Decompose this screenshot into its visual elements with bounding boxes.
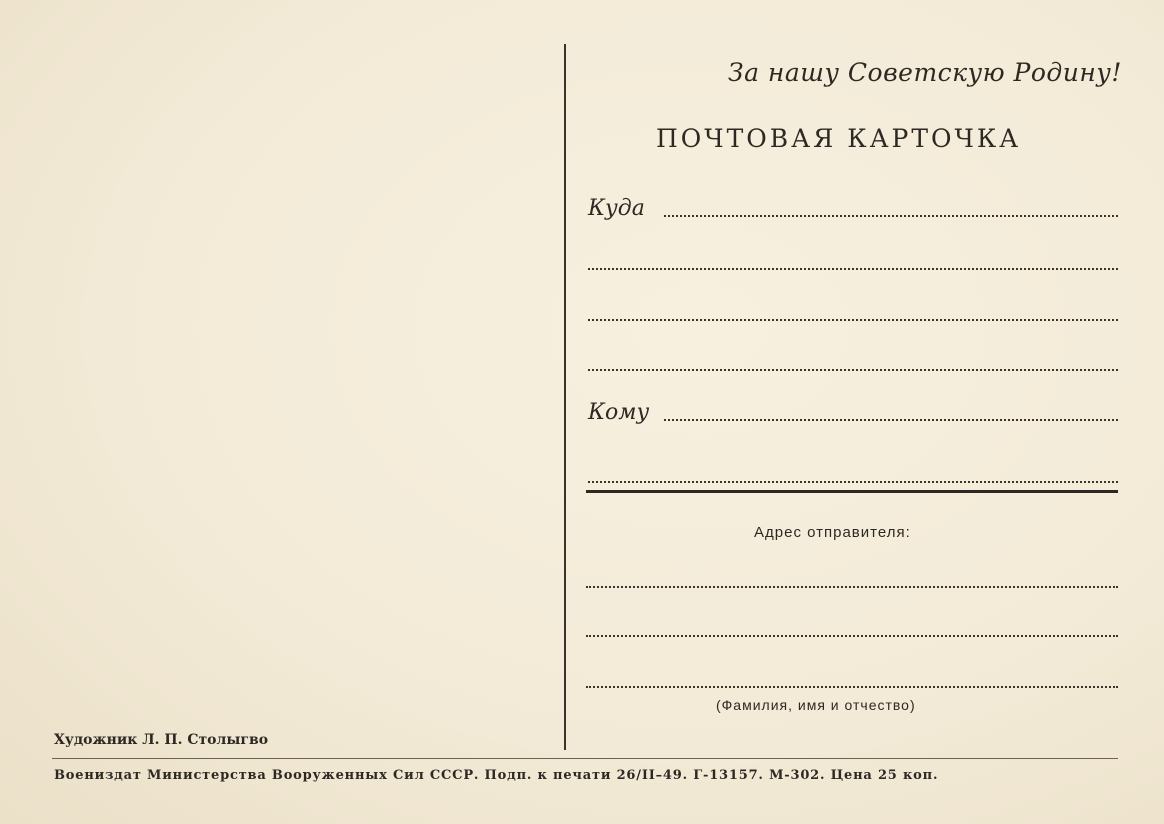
sender-line-2[interactable] — [586, 635, 1118, 637]
artist-credit: Художник Л. П. Столыгво — [54, 732, 269, 748]
sender-name-hint: (Фамилия, имя и отчество) — [716, 697, 916, 713]
address-line-2[interactable] — [588, 268, 1118, 270]
sender-address-heading: Адрес отправителя: — [754, 524, 911, 541]
publisher-imprint: Воениздат Министерства Вооруженных Сил СССР. Подп. к печати 26/II–49. Г-13157. М-302. Цена 25 коп. — [54, 768, 939, 783]
address-line-4[interactable] — [588, 369, 1118, 371]
motto: За нашу Советскую Родину! — [728, 58, 1122, 87]
address-line-1[interactable] — [664, 215, 1118, 217]
footer-rule — [52, 758, 1118, 759]
recipient-line-1[interactable] — [664, 419, 1118, 421]
address-line-3[interactable] — [588, 319, 1118, 321]
recipient-line-2[interactable] — [588, 481, 1118, 483]
sender-line-1[interactable] — [586, 586, 1118, 588]
postcard-title: ПОЧТОВАЯ КАРТОЧКА — [656, 124, 1022, 153]
address-to-label: Куда — [588, 196, 645, 221]
recipient-label: Кому — [588, 400, 650, 425]
sender-line-3[interactable] — [586, 686, 1118, 688]
address-bottom-rule — [586, 490, 1118, 493]
vertical-divider — [564, 44, 566, 750]
